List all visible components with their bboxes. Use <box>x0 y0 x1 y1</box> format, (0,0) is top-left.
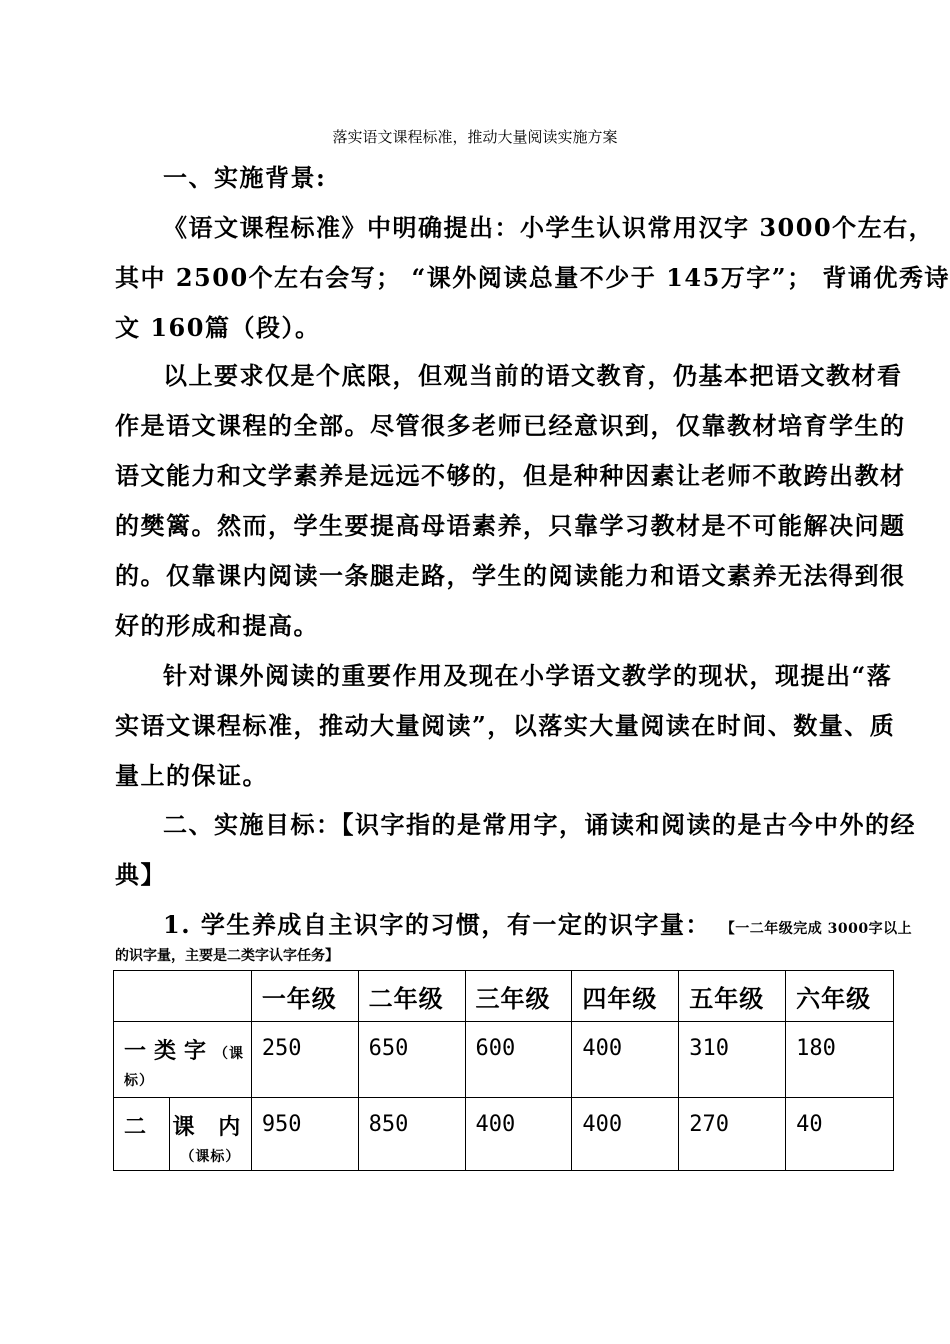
paragraph-line: 作是语文课程的全部。尽管很多老师已经意识到，仅靠教材培育学生的 <box>115 411 906 440</box>
table-cell: 40 <box>786 1098 894 1171</box>
table-cell: 270 <box>679 1098 786 1171</box>
paragraph-line: 的樊篱。然而，学生要提高母语素养，只靠学习教材是不可能解决问题 <box>115 511 906 540</box>
document-title: 落实语文课程标准，推动大量阅读实施方案 <box>332 128 618 146</box>
paragraph-line: 语文能力和文学素养是远远不够的，但是种种因素让老师不敢跨出教材 <box>115 461 906 490</box>
row-label-sub: （课 <box>214 1046 245 1062</box>
paragraph-line: 文 160篇（段）。 <box>115 313 321 342</box>
row-label-class2: 二 <box>114 1098 170 1171</box>
table-cell: 950 <box>251 1098 358 1171</box>
table-cell: 400 <box>572 1098 679 1171</box>
table-cell: 400 <box>465 1098 572 1171</box>
row-label-sub: 标） <box>124 1073 154 1089</box>
table-row <box>114 1022 894 1098</box>
item1-line <box>115 900 913 950</box>
row-label-text: 一类字 <box>124 1038 215 1064</box>
section2-heading-line: 典】 <box>115 860 166 889</box>
row-label-class1 <box>114 1022 252 1098</box>
paragraph-line: 量上的保证。 <box>115 761 268 790</box>
table-cell: 600 <box>465 1022 572 1098</box>
section1-heading: 一、实施背景: <box>163 163 327 192</box>
table-header-cell: 三年级 <box>465 971 572 1022</box>
paragraph-line: 针对课外阅读的重要作用及现在小学语文教学的现状，现提出“落 <box>163 661 893 690</box>
paragraph-line: 以上要求仅是个底限，但观当前的语文教育，仍基本把语文教材看 <box>163 361 903 390</box>
literacy-table <box>113 970 894 1171</box>
row-sublabel-note: （课标） <box>180 1149 241 1165</box>
paragraph-current-situation <box>115 351 906 651</box>
section1-heading-block <box>115 153 875 203</box>
row-sublabel-in-class <box>169 1098 251 1171</box>
section2-heading-line: 二、实施目标：【识字指的是常用字，诵读和阅读的是古今中外的经 <box>163 810 916 839</box>
paragraph-line: 实语文课程标准，推动大量阅读”，以落实大量阅读在时间、数量、质 <box>115 711 896 740</box>
paragraph-standard <box>115 203 950 353</box>
table-header-cell: 二年级 <box>358 971 465 1022</box>
table-header-cell: 六年级 <box>786 971 894 1022</box>
table-cell: 850 <box>358 1098 465 1171</box>
table-row <box>114 1098 894 1171</box>
table-header-row <box>114 971 894 1022</box>
item1-note-continued: 的识字量，主要是二类字认字任务】 <box>115 948 339 964</box>
table-header-cell: 一年级 <box>251 971 358 1022</box>
table-header-cell: 四年级 <box>572 971 679 1022</box>
item1-note: 【一二年级完成 3000字以上 <box>720 921 913 937</box>
table-cell: 400 <box>572 1022 679 1098</box>
table-cell: 250 <box>251 1022 358 1098</box>
table-header-cell: 五年级 <box>679 971 786 1022</box>
row-sublabel-text: 课 内 <box>172 1114 249 1140</box>
section2-heading-block <box>115 800 916 900</box>
paragraph-line: 其中 2500个左右会写； “课外阅读总量不少于 145万字”； 背诵优秀诗 <box>115 263 950 292</box>
table-cell: 310 <box>679 1022 786 1098</box>
item1-text: 1. 学生养成自主识字的习惯，有一定的识字量： <box>163 910 711 939</box>
paragraph-line: 《语文课程标准》中明确提出：小学生认识常用汉字 3000个左右， <box>163 213 935 242</box>
table-cell: 180 <box>786 1022 894 1098</box>
table-cell: 650 <box>358 1022 465 1098</box>
table-corner-cell <box>114 971 252 1022</box>
paragraph-line: 的。仅靠课内阅读一条腿走路，学生的阅读能力和语文素养无法得到很 <box>115 561 906 590</box>
paragraph-proposal <box>115 651 896 801</box>
paragraph-line: 好的形成和提高。 <box>115 611 319 640</box>
item1-block <box>115 900 913 950</box>
